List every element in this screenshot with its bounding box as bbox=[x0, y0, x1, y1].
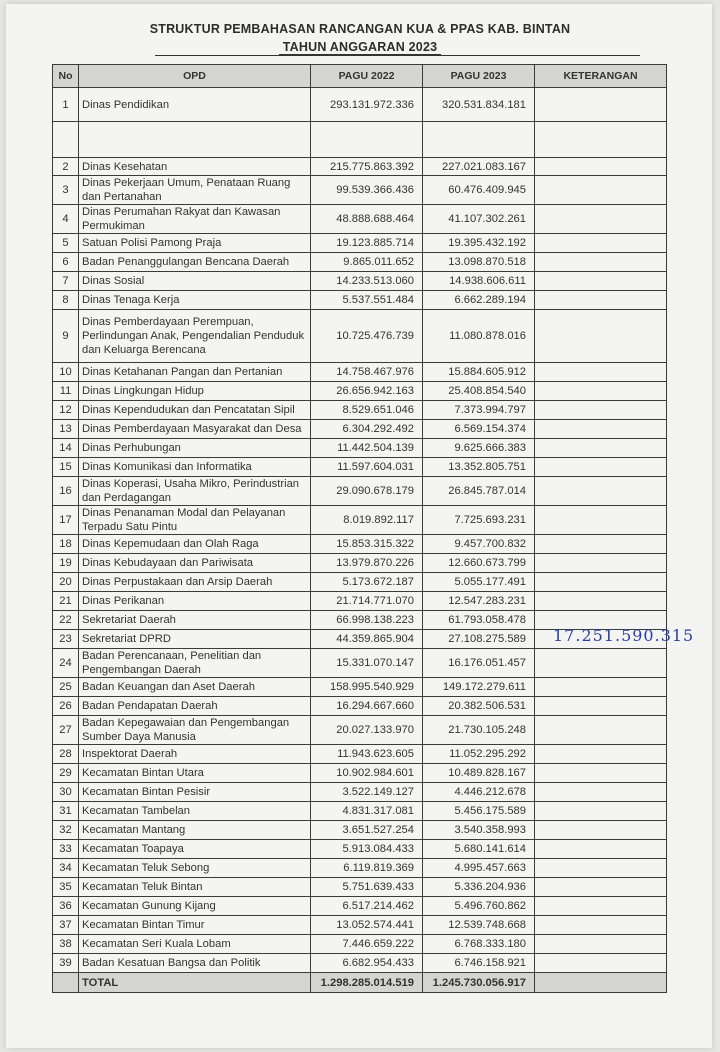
row-pagu-2022: 215.775.863.392 bbox=[311, 158, 423, 176]
row-no: 39 bbox=[53, 954, 79, 973]
row-pagu-2023: 5.680.141.614 bbox=[423, 840, 535, 859]
total-row bbox=[53, 973, 667, 993]
row-opd: Dinas Kepemudaan dan Olah Raga bbox=[79, 535, 311, 554]
row-keterangan bbox=[535, 821, 667, 840]
row-pagu-2023: 227.021.083.167 bbox=[423, 158, 535, 176]
row-keterangan bbox=[535, 535, 667, 554]
row-keterangan bbox=[535, 205, 667, 234]
table-row bbox=[53, 535, 667, 554]
row-keterangan bbox=[535, 954, 667, 973]
row-no: 13 bbox=[53, 420, 79, 439]
table-row bbox=[53, 783, 667, 802]
row-pagu-2022: 48.888.688.464 bbox=[311, 205, 423, 234]
row-no: 17 bbox=[53, 506, 79, 535]
row-opd: Kecamatan Gunung Kijang bbox=[79, 897, 311, 916]
row-opd: Dinas Komunikasi dan Informatika bbox=[79, 458, 311, 477]
row-opd: Badan Pendapatan Daerah bbox=[79, 697, 311, 716]
row-pagu-2023: 6.662.289.194 bbox=[423, 291, 535, 310]
row-keterangan bbox=[535, 420, 667, 439]
row-opd: Dinas Sosial bbox=[79, 272, 311, 291]
row-opd: Dinas Perumahan Rakyat dan Kawasan Permukiman bbox=[79, 205, 311, 234]
row-keterangan bbox=[535, 506, 667, 535]
row-keterangan bbox=[535, 176, 667, 205]
row-keterangan bbox=[535, 573, 667, 592]
row-keterangan bbox=[535, 122, 667, 158]
table-row bbox=[53, 122, 667, 158]
row-keterangan bbox=[535, 382, 667, 401]
row-pagu-2023: 5.456.175.589 bbox=[423, 802, 535, 821]
row-pagu-2023: 14.938.606.611 bbox=[423, 272, 535, 291]
table-row bbox=[53, 234, 667, 253]
row-no: 19 bbox=[53, 554, 79, 573]
row-opd: Kecamatan Bintan Timur bbox=[79, 916, 311, 935]
row-pagu-2023: 27.108.275.589 bbox=[423, 630, 535, 649]
row-opd: Kecamatan Toapaya bbox=[79, 840, 311, 859]
row-pagu-2023: 12.539.748.668 bbox=[423, 916, 535, 935]
table-row bbox=[53, 802, 667, 821]
row-pagu-2023: 4.995.457.663 bbox=[423, 859, 535, 878]
row-pagu-2023: 26.845.787.014 bbox=[423, 477, 535, 506]
row-opd: Kecamatan Bintan Pesisir bbox=[79, 783, 311, 802]
row-pagu-2022: 14.758.467.976 bbox=[311, 363, 423, 382]
table-row bbox=[53, 158, 667, 176]
row-no: 9 bbox=[53, 310, 79, 363]
col-header-opd: OPD bbox=[79, 65, 311, 88]
budget-table bbox=[52, 64, 695, 993]
total-pagu-2022: 1.298.285.014.519 bbox=[311, 973, 423, 993]
row-keterangan bbox=[535, 272, 667, 291]
table-row bbox=[53, 697, 667, 716]
row-pagu-2023: 25.408.854.540 bbox=[423, 382, 535, 401]
row-pagu-2022: 6.682.954.433 bbox=[311, 954, 423, 973]
row-pagu-2023: 11.052.295.292 bbox=[423, 745, 535, 764]
table-row bbox=[53, 745, 667, 764]
row-pagu-2023: 60.476.409.945 bbox=[423, 176, 535, 205]
row-no: 4 bbox=[53, 205, 79, 234]
row-keterangan bbox=[535, 783, 667, 802]
row-opd: Dinas Kependudukan dan Pencatatan Sipil bbox=[79, 401, 311, 420]
row-pagu-2023: 5.055.177.491 bbox=[423, 573, 535, 592]
row-pagu-2023: 11.080.878.016 bbox=[423, 310, 535, 363]
row-pagu-2023: 41.107.302.261 bbox=[423, 205, 535, 234]
col-header-no: No bbox=[53, 65, 79, 88]
table-row bbox=[53, 420, 667, 439]
table-row bbox=[53, 716, 667, 745]
row-opd: Dinas Lingkungan Hidup bbox=[79, 382, 311, 401]
row-no: 37 bbox=[53, 916, 79, 935]
row-keterangan bbox=[535, 878, 667, 897]
row-no: 20 bbox=[53, 573, 79, 592]
row-no: 24 bbox=[53, 649, 79, 678]
row-keterangan bbox=[535, 363, 667, 382]
table-row bbox=[53, 954, 667, 973]
row-no: 29 bbox=[53, 764, 79, 783]
row-opd: Dinas Kebudayaan dan Pariwisata bbox=[79, 554, 311, 573]
row-keterangan bbox=[535, 554, 667, 573]
row-no: 21 bbox=[53, 592, 79, 611]
row-keterangan bbox=[535, 439, 667, 458]
row-keterangan bbox=[535, 291, 667, 310]
row-pagu-2022: 13.979.870.226 bbox=[311, 554, 423, 573]
row-keterangan bbox=[535, 649, 667, 678]
row-opd: Dinas Pekerjaan Umum, Penataan Ruang dan Pertanahan bbox=[79, 176, 311, 205]
row-no: 23 bbox=[53, 630, 79, 649]
table-row bbox=[53, 439, 667, 458]
row-pagu-2022: 7.446.659.222 bbox=[311, 935, 423, 954]
row-no: 12 bbox=[53, 401, 79, 420]
row-pagu-2023: 5.336.204.936 bbox=[423, 878, 535, 897]
row-no: 18 bbox=[53, 535, 79, 554]
row-pagu-2023: 4.446.212.678 bbox=[423, 783, 535, 802]
row-pagu-2022: 11.943.623.605 bbox=[311, 745, 423, 764]
col-header-pagu-2023: PAGU 2023 bbox=[423, 65, 535, 88]
row-pagu-2022: 3.522.149.127 bbox=[311, 783, 423, 802]
row-pagu-2022: 44.359.865.904 bbox=[311, 630, 423, 649]
row-keterangan bbox=[535, 859, 667, 878]
row-opd: Kecamatan Mantang bbox=[79, 821, 311, 840]
row-pagu-2023: 149.172.279.611 bbox=[423, 678, 535, 697]
total-pagu-2023: 1.245.730.056.917 bbox=[423, 973, 535, 993]
table-row bbox=[53, 253, 667, 272]
row-pagu-2023: 9.625.666.383 bbox=[423, 439, 535, 458]
total-no bbox=[53, 973, 79, 993]
row-no: 28 bbox=[53, 745, 79, 764]
row-no: 5 bbox=[53, 234, 79, 253]
table-row bbox=[53, 554, 667, 573]
row-opd: Dinas Penanaman Modal dan Pelayanan Terpadu Satu Pintu bbox=[79, 506, 311, 535]
row-opd: Badan Kepegawaian dan Pengembangan Sumber Daya Manusia bbox=[79, 716, 311, 745]
row-no: 22 bbox=[53, 611, 79, 630]
row-pagu-2022: 10.902.984.601 bbox=[311, 764, 423, 783]
row-pagu-2023: 12.547.283.231 bbox=[423, 592, 535, 611]
row-keterangan bbox=[535, 802, 667, 821]
row-opd: Dinas Ketahanan Pangan dan Pertanian bbox=[79, 363, 311, 382]
row-pagu-2022: 5.913.084.433 bbox=[311, 840, 423, 859]
row-pagu-2023: 21.730.105.248 bbox=[423, 716, 535, 745]
row-opd: Satuan Polisi Pamong Praja bbox=[79, 234, 311, 253]
row-opd: Sekretariat DPRD bbox=[79, 630, 311, 649]
table-row bbox=[53, 272, 667, 291]
row-pagu-2023: 6.569.154.374 bbox=[423, 420, 535, 439]
row-opd: Dinas Pemberdayaan Perempuan, Perlindungan Anak, Pengendalian Penduduk dan Keluarga Berencana bbox=[79, 310, 311, 363]
row-no bbox=[53, 122, 79, 158]
row-pagu-2022: 99.539.366.436 bbox=[311, 176, 423, 205]
row-keterangan bbox=[535, 88, 667, 122]
row-opd: Badan Perencanaan, Penelitian dan Pengembangan Daerah bbox=[79, 649, 311, 678]
table-row bbox=[53, 878, 667, 897]
table-row bbox=[53, 935, 667, 954]
table-row bbox=[53, 649, 667, 678]
table-row bbox=[53, 678, 667, 697]
row-pagu-2022: 6.517.214.462 bbox=[311, 897, 423, 916]
row-opd: Sekretariat Daerah bbox=[79, 611, 311, 630]
row-no: 32 bbox=[53, 821, 79, 840]
table-row bbox=[53, 764, 667, 783]
row-pagu-2022: 21.714.771.070 bbox=[311, 592, 423, 611]
row-no: 16 bbox=[53, 477, 79, 506]
row-pagu-2023: 10.489.828.167 bbox=[423, 764, 535, 783]
row-opd: Kecamatan Bintan Utara bbox=[79, 764, 311, 783]
row-opd: Dinas Perpustakaan dan Arsip Daerah bbox=[79, 573, 311, 592]
row-pagu-2022: 16.294.667.660 bbox=[311, 697, 423, 716]
row-pagu-2022: 10.725.476.739 bbox=[311, 310, 423, 363]
row-pagu-2022: 26.656.942.163 bbox=[311, 382, 423, 401]
row-pagu-2023: 19.395.432.192 bbox=[423, 234, 535, 253]
table-row bbox=[53, 363, 667, 382]
row-pagu-2023: 3.540.358.993 bbox=[423, 821, 535, 840]
table-row bbox=[53, 840, 667, 859]
table-row bbox=[53, 310, 667, 363]
row-no: 30 bbox=[53, 783, 79, 802]
row-pagu-2022 bbox=[311, 122, 423, 158]
row-pagu-2023: 7.725.693.231 bbox=[423, 506, 535, 535]
row-pagu-2022: 8.529.651.046 bbox=[311, 401, 423, 420]
row-pagu-2023: 6.768.333.180 bbox=[423, 935, 535, 954]
row-opd: Kecamatan Teluk Bintan bbox=[79, 878, 311, 897]
table-row bbox=[53, 88, 667, 122]
fiscal-year-label: TAHUN ANGGARAN 2023 bbox=[279, 40, 442, 55]
row-no: 36 bbox=[53, 897, 79, 916]
row-pagu-2023: 9.457.700.832 bbox=[423, 535, 535, 554]
row-keterangan bbox=[535, 477, 667, 506]
table-row bbox=[53, 592, 667, 611]
col-header-pagu-2022: PAGU 2022 bbox=[311, 65, 423, 88]
row-pagu-2023: 5.496.760.862 bbox=[423, 897, 535, 916]
row-pagu-2023: 12.660.673.799 bbox=[423, 554, 535, 573]
row-no: 35 bbox=[53, 878, 79, 897]
table-body bbox=[53, 88, 695, 993]
row-keterangan bbox=[535, 697, 667, 716]
row-pagu-2022: 5.751.639.433 bbox=[311, 878, 423, 897]
table-row bbox=[53, 916, 667, 935]
row-opd: Dinas Pemberdayaan Masyarakat dan Desa bbox=[79, 420, 311, 439]
row-pagu-2022: 11.597.604.031 bbox=[311, 458, 423, 477]
row-keterangan bbox=[535, 716, 667, 745]
row-pagu-2022: 9.865.011.652 bbox=[311, 253, 423, 272]
row-opd: Dinas Tenaga Kerja bbox=[79, 291, 311, 310]
row-no: 34 bbox=[53, 859, 79, 878]
row-pagu-2023: 7.373.994.797 bbox=[423, 401, 535, 420]
row-opd: Dinas Koperasi, Usaha Mikro, Perindustrian dan Perdagangan bbox=[79, 477, 311, 506]
row-pagu-2023: 320.531.834.181 bbox=[423, 88, 535, 122]
row-pagu-2023: 16.176.051.457 bbox=[423, 649, 535, 678]
row-no: 31 bbox=[53, 802, 79, 821]
title-underline bbox=[155, 55, 640, 56]
row-pagu-2023 bbox=[423, 122, 535, 158]
row-no: 15 bbox=[53, 458, 79, 477]
table-row bbox=[53, 382, 667, 401]
table-row bbox=[53, 205, 667, 234]
row-pagu-2022: 66.998.138.223 bbox=[311, 611, 423, 630]
row-keterangan bbox=[535, 401, 667, 420]
row-keterangan bbox=[535, 935, 667, 954]
row-pagu-2022: 14.233.513.060 bbox=[311, 272, 423, 291]
document-subtitle bbox=[0, 40, 720, 54]
row-keterangan bbox=[535, 678, 667, 697]
row-no: 6 bbox=[53, 253, 79, 272]
row-keterangan bbox=[535, 253, 667, 272]
row-pagu-2022: 293.131.972.336 bbox=[311, 88, 423, 122]
row-no: 10 bbox=[53, 363, 79, 382]
row-no: 38 bbox=[53, 935, 79, 954]
row-keterangan bbox=[535, 764, 667, 783]
row-opd: Dinas Perhubungan bbox=[79, 439, 311, 458]
row-opd: Kecamatan Seri Kuala Lobam bbox=[79, 935, 311, 954]
row-no: 27 bbox=[53, 716, 79, 745]
row-keterangan bbox=[535, 745, 667, 764]
row-no: 33 bbox=[53, 840, 79, 859]
row-opd: Dinas Pendidikan bbox=[79, 88, 311, 122]
row-pagu-2022: 158.995.540.929 bbox=[311, 678, 423, 697]
row-pagu-2022: 15.331.070.147 bbox=[311, 649, 423, 678]
table-row bbox=[53, 401, 667, 420]
row-keterangan bbox=[535, 897, 667, 916]
row-no: 1 bbox=[53, 88, 79, 122]
row-pagu-2022: 11.442.504.139 bbox=[311, 439, 423, 458]
row-keterangan bbox=[535, 840, 667, 859]
row-opd: Badan Keuangan dan Aset Daerah bbox=[79, 678, 311, 697]
row-opd bbox=[79, 122, 311, 158]
row-no: 2 bbox=[53, 158, 79, 176]
row-keterangan bbox=[535, 626, 695, 649]
row-keterangan bbox=[535, 592, 667, 611]
row-keterangan bbox=[535, 916, 667, 935]
row-no: 11 bbox=[53, 382, 79, 401]
row-pagu-2023: 6.746.158.921 bbox=[423, 954, 535, 973]
row-opd: Badan Penanggulangan Bencana Daerah bbox=[79, 253, 311, 272]
row-keterangan bbox=[535, 458, 667, 477]
table-row bbox=[53, 897, 667, 916]
row-pagu-2022: 8.019.892.117 bbox=[311, 506, 423, 535]
row-keterangan bbox=[535, 310, 667, 363]
row-pagu-2022: 5.173.672.187 bbox=[311, 573, 423, 592]
table-row bbox=[53, 176, 667, 205]
row-no: 3 bbox=[53, 176, 79, 205]
total-label: TOTAL bbox=[79, 973, 311, 993]
row-no: 14 bbox=[53, 439, 79, 458]
row-opd: Badan Kesatuan Bangsa dan Politik bbox=[79, 954, 311, 973]
row-pagu-2022: 20.027.133.970 bbox=[311, 716, 423, 745]
handwritten-note: 17.251.590.315 bbox=[553, 626, 695, 645]
row-keterangan bbox=[535, 158, 667, 176]
row-opd: Kecamatan Teluk Sebong bbox=[79, 859, 311, 878]
row-no: 25 bbox=[53, 678, 79, 697]
row-opd: Dinas Kesehatan bbox=[79, 158, 311, 176]
row-pagu-2022: 13.052.574.441 bbox=[311, 916, 423, 935]
row-pagu-2023: 15.884.605.912 bbox=[423, 363, 535, 382]
row-pagu-2022: 19.123.885.714 bbox=[311, 234, 423, 253]
table-header-row bbox=[53, 65, 667, 88]
row-pagu-2023: 61.793.058.478 bbox=[423, 611, 535, 630]
col-header-keterangan: KETERANGAN bbox=[535, 65, 667, 88]
row-opd: Inspektorat Daerah bbox=[79, 745, 311, 764]
row-pagu-2023: 20.382.506.531 bbox=[423, 697, 535, 716]
row-pagu-2023: 13.098.870.518 bbox=[423, 253, 535, 272]
row-pagu-2022: 5.537.551.484 bbox=[311, 291, 423, 310]
table-row bbox=[53, 859, 667, 878]
row-no: 8 bbox=[53, 291, 79, 310]
row-pagu-2022: 4.831.317.081 bbox=[311, 802, 423, 821]
row-opd: Kecamatan Tambelan bbox=[79, 802, 311, 821]
table-row bbox=[53, 291, 667, 310]
row-pagu-2022: 6.304.292.492 bbox=[311, 420, 423, 439]
table-row bbox=[53, 630, 667, 649]
total-keterangan bbox=[535, 973, 667, 993]
row-no: 26 bbox=[53, 697, 79, 716]
table-row bbox=[53, 458, 667, 477]
document-title: STRUKTUR PEMBAHASAN RANCANGAN KUA & PPAS KAB. BINTAN bbox=[149, 22, 571, 36]
row-opd: Dinas Perikanan bbox=[79, 592, 311, 611]
table-row bbox=[53, 506, 667, 535]
row-pagu-2022: 15.853.315.322 bbox=[311, 535, 423, 554]
table-row bbox=[53, 573, 667, 592]
row-pagu-2022: 29.090.678.179 bbox=[311, 477, 423, 506]
row-pagu-2022: 6.119.819.369 bbox=[311, 859, 423, 878]
row-pagu-2022: 3.651.527.254 bbox=[311, 821, 423, 840]
row-pagu-2023: 13.352.805.751 bbox=[423, 458, 535, 477]
table-row bbox=[53, 477, 667, 506]
table-row bbox=[53, 821, 667, 840]
row-no: 7 bbox=[53, 272, 79, 291]
row-keterangan bbox=[535, 234, 667, 253]
